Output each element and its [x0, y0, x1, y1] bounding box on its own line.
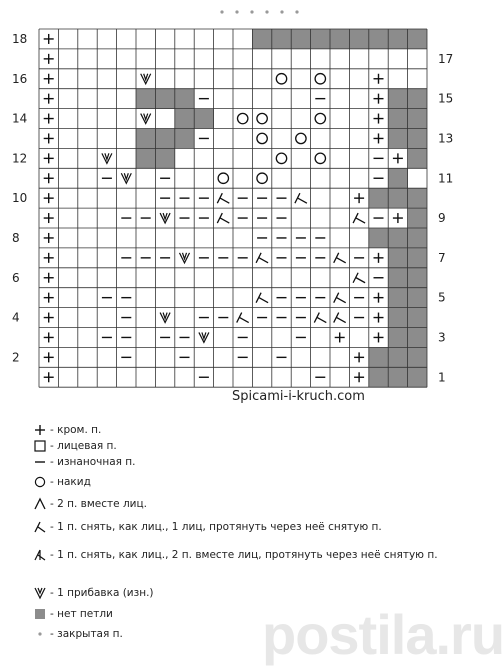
decrease-symbol	[256, 293, 268, 303]
increase-symbol	[180, 253, 190, 263]
legend-item	[30, 521, 440, 534]
plus-icon	[30, 424, 50, 437]
increase-symbol	[199, 332, 209, 342]
legend-text: - лицевая п.	[50, 440, 117, 452]
no-stitch-cell	[408, 29, 427, 49]
no-stitch-cell	[388, 347, 407, 367]
legend-item	[30, 587, 440, 600]
row-number-left: 16	[12, 71, 28, 86]
yarn-over-circle	[257, 133, 267, 143]
bind-off-dot	[235, 10, 238, 13]
bind-off-dot	[295, 10, 298, 13]
no-stitch-cell	[311, 29, 330, 49]
increase-symbol	[160, 313, 170, 323]
no-stitch-cell	[175, 89, 194, 109]
dot-icon	[30, 628, 50, 641]
no-stitch-cell	[408, 367, 427, 387]
decrease-symbol	[217, 193, 229, 203]
increase-symbol	[102, 153, 112, 163]
no-stitch-cell	[388, 129, 407, 149]
no-stitch-cell	[388, 29, 407, 49]
increase-symbol	[141, 114, 151, 124]
no-stitch-cell	[155, 148, 174, 168]
no-stitch-cell	[155, 89, 174, 109]
no-stitch-cell	[369, 29, 388, 49]
increase-symbol	[160, 213, 170, 223]
no-stitch-cell	[388, 188, 407, 208]
square-icon	[30, 440, 50, 453]
legend-item	[30, 498, 440, 511]
decrease-symbol	[353, 273, 365, 283]
circle-icon	[30, 476, 50, 489]
no-stitch-cell	[408, 109, 427, 129]
decrease-symbol	[295, 193, 307, 203]
watermark: postila.ru	[262, 603, 504, 666]
decrease-symbol	[334, 293, 346, 303]
no-stitch-cell	[388, 168, 407, 188]
row-number-left: 18	[12, 31, 28, 46]
yarn-over-circle	[257, 113, 267, 123]
no-stitch-cell	[388, 367, 407, 387]
site-label: Spicami-i-kruch.com	[232, 389, 365, 404]
no-stitch-cell	[155, 129, 174, 149]
bind-off-dot	[220, 10, 223, 13]
no-stitch-cell	[194, 109, 213, 129]
row-number-right: 1	[438, 370, 446, 385]
legend-text: - изнаночная п.	[50, 456, 136, 468]
no-stitch-cell	[175, 129, 194, 149]
no-stitch-cell	[388, 288, 407, 308]
no-stitch-cell	[408, 148, 427, 168]
no-stitch-cell	[408, 347, 427, 367]
sk2p-icon	[30, 549, 50, 562]
decrease-symbol	[353, 213, 365, 223]
row-number-right: 5	[438, 290, 446, 305]
no-stitch-cell	[388, 228, 407, 248]
row-number-left: 14	[12, 111, 28, 126]
yarn-over-circle	[315, 113, 325, 123]
row-number-left: 6	[12, 270, 20, 285]
no-stitch-cell	[408, 188, 427, 208]
no-stitch-cell	[388, 328, 407, 348]
no-stitch-cell	[408, 129, 427, 149]
row-number-right: 7	[438, 250, 446, 265]
no-stitch-cell	[369, 367, 388, 387]
row-number-left: 2	[12, 350, 20, 365]
legend-text: - 1 прибавка (изн.)	[50, 587, 154, 599]
legend-item	[30, 549, 440, 562]
yarn-over-circle	[238, 113, 248, 123]
no-stitch-cell	[408, 89, 427, 109]
yarn-over-circle	[276, 74, 286, 84]
decrease-symbol	[334, 253, 346, 263]
decrease-symbol	[237, 313, 249, 323]
legend-text: - кром. п.	[50, 424, 102, 436]
yarn-over-circle	[218, 173, 228, 183]
no-stitch-cell	[136, 89, 155, 109]
yarn-over-circle	[296, 133, 306, 143]
no-stitch-cell	[408, 288, 427, 308]
no-stitch-cell	[330, 29, 349, 49]
legend-item	[30, 456, 440, 469]
no-stitch-cell	[291, 29, 310, 49]
legend-text: - 1 п. снять, как лиц., 2 п. вместе лиц, протянуть через неё снятую п.	[50, 549, 438, 561]
decrease-symbol	[256, 253, 268, 263]
no-stitch-cell	[388, 89, 407, 109]
legend-item	[30, 476, 440, 489]
row-number-right: 15	[438, 91, 454, 106]
no-stitch-cell	[388, 308, 407, 328]
no-stitch-cell	[408, 228, 427, 248]
no-stitch-cell	[175, 109, 194, 129]
no-stitch-cell	[369, 347, 388, 367]
no-stitch-cell	[272, 29, 291, 49]
legend-text: - накид	[50, 476, 91, 488]
legend-text: - нет петли	[50, 608, 113, 620]
decrease-symbol	[314, 313, 326, 323]
row-number-right: 17	[438, 51, 454, 66]
no-stitch-cell	[388, 268, 407, 288]
bind-off-dot	[265, 10, 268, 13]
gray-icon	[30, 608, 50, 621]
row-number-left: 8	[12, 230, 20, 245]
bind-off-dot	[250, 10, 253, 13]
legend-item	[30, 440, 440, 453]
dash-icon	[30, 456, 50, 469]
no-stitch-cell	[252, 29, 271, 49]
no-stitch-cell	[369, 188, 388, 208]
no-stitch-cell	[408, 308, 427, 328]
no-stitch-cell	[136, 129, 155, 149]
bind-off-dot	[280, 10, 283, 13]
row-number-left: 12	[12, 151, 28, 166]
row-number-left: 4	[12, 310, 20, 325]
row-number-right: 11	[438, 171, 454, 186]
inc-icon	[30, 587, 50, 600]
yarn-over-circle	[315, 153, 325, 163]
no-stitch-cell	[408, 328, 427, 348]
legend-item	[30, 424, 440, 437]
yarn-over-circle	[315, 74, 325, 84]
k2tog-icon	[30, 498, 50, 511]
yarn-over-circle	[276, 153, 286, 163]
decrease-symbol	[217, 213, 229, 223]
no-stitch-cell	[408, 208, 427, 228]
no-stitch-cell	[136, 148, 155, 168]
row-number-left: 10	[12, 191, 28, 206]
decrease-symbol	[334, 313, 346, 323]
row-number-right: 9	[438, 211, 446, 226]
legend-text: - 2 п. вместе лиц.	[50, 498, 147, 510]
no-stitch-cell	[369, 228, 388, 248]
ssk-icon	[30, 521, 50, 534]
legend-text: - закрытая п.	[50, 628, 123, 640]
row-number-right: 3	[438, 330, 446, 345]
increase-symbol	[121, 173, 131, 183]
no-stitch-cell	[388, 109, 407, 129]
no-stitch-cell	[408, 248, 427, 268]
no-stitch-cell	[388, 248, 407, 268]
yarn-over-circle	[257, 173, 267, 183]
no-stitch-cell	[349, 29, 368, 49]
no-stitch-cell	[408, 268, 427, 288]
row-number-right: 13	[438, 131, 454, 146]
legend-text: - 1 п. снять, как лиц., 1 лиц, протянуть через неё снятую п.	[50, 521, 382, 533]
increase-symbol	[141, 74, 151, 84]
